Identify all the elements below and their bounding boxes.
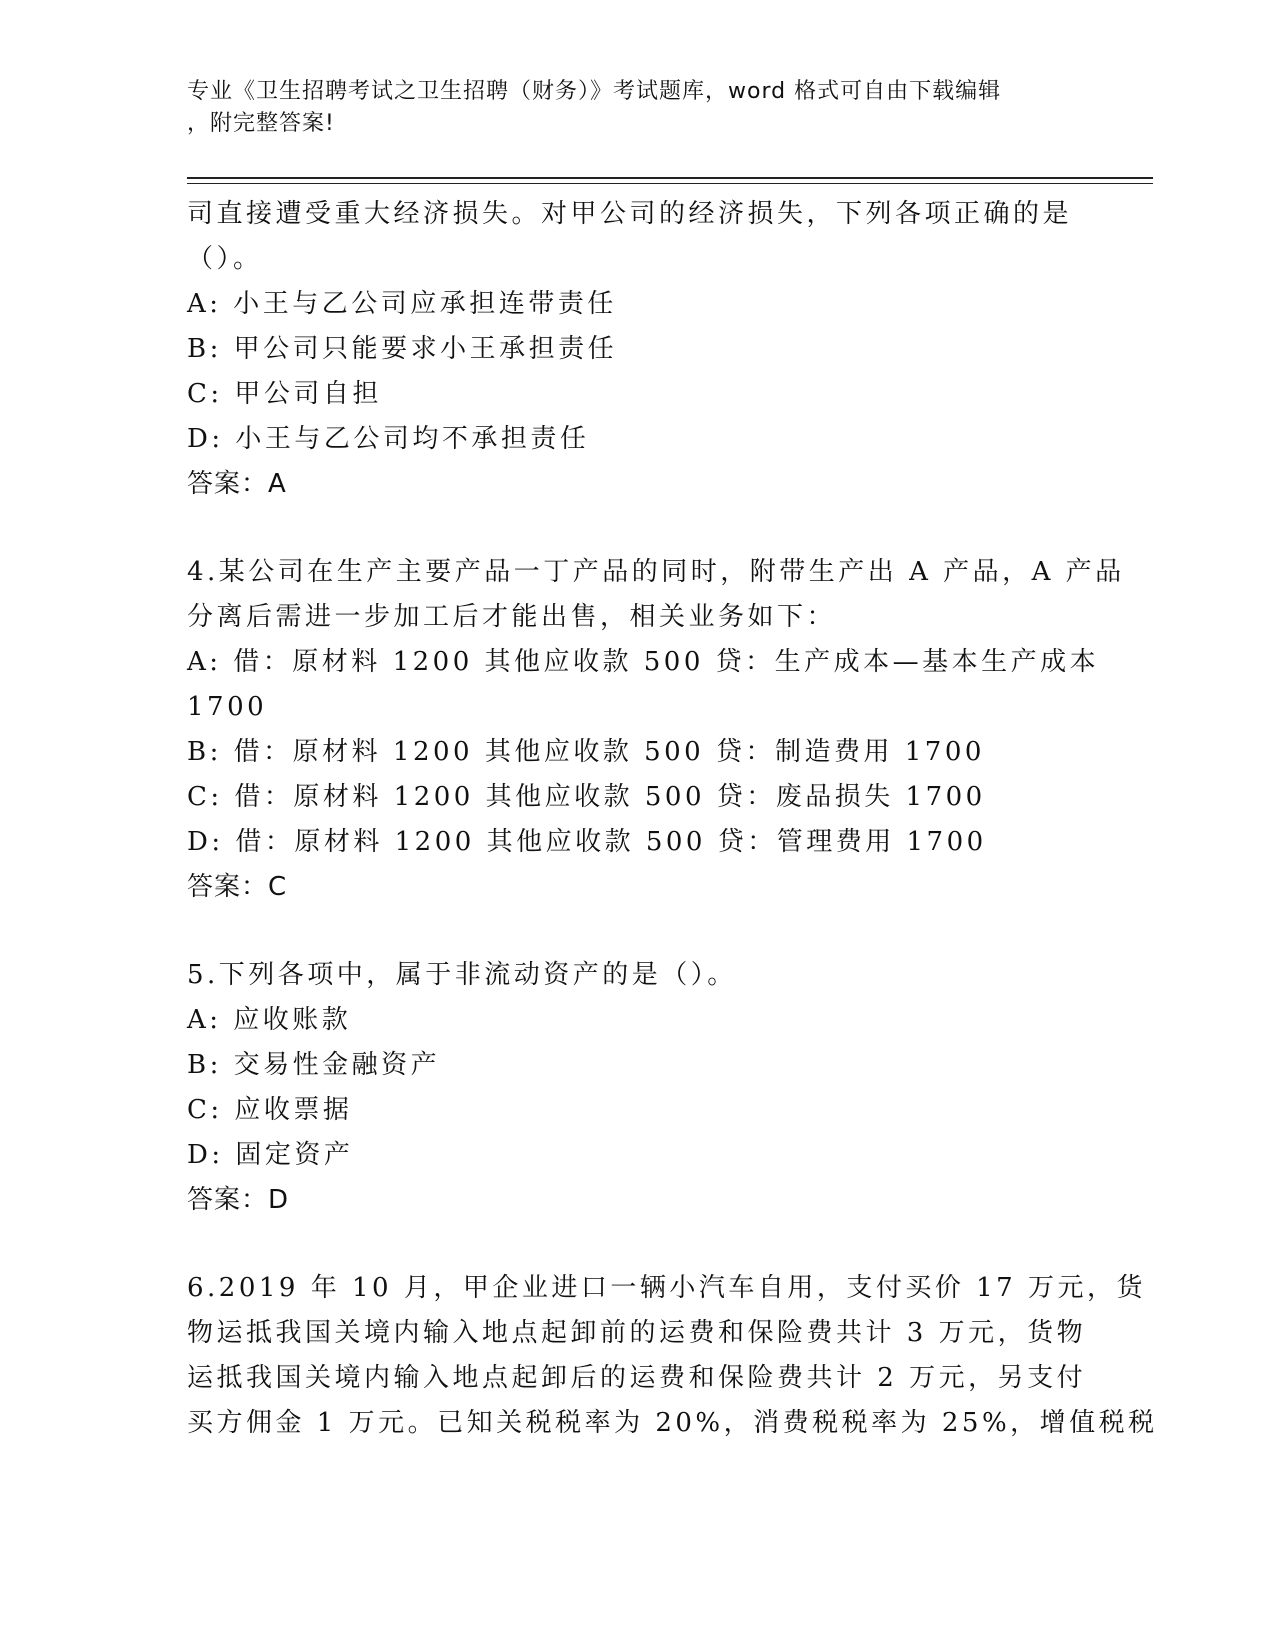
option-b: B: 交易性金融资产 <box>187 1050 441 1080</box>
option-d: D: 固定资产 <box>187 1140 354 1170</box>
header-divider-thick <box>187 177 1153 179</box>
option-d: D: 小王与乙公司均不承担责任 <box>187 424 590 454</box>
question-stem-line: 买方佣金 1 万元。已知关税税率为 20%，消费税税率为 25%，增值税税 <box>187 1408 1158 1438</box>
option-a: A: 借：原材料 1200 其他应收款 500 贷：生产成本—基本生产成本 <box>187 647 1100 677</box>
page-header <box>187 76 1067 140</box>
question-stem-line: 6.2019 年 10 月，甲企业进口一辆小汽车自用，支付买价 17 万元，货 <box>187 1273 1146 1303</box>
option-a: A: 应收账款 <box>187 1005 352 1035</box>
question-4 <box>187 550 1125 910</box>
answer-line: 答案：A <box>187 469 287 499</box>
question-6 <box>187 1266 1158 1446</box>
option-b: B: 借：原材料 1200 其他应收款 500 贷：制造费用 1700 <box>187 737 985 767</box>
option-b: B: 甲公司只能要求小王承担责任 <box>187 334 618 364</box>
question-5 <box>187 953 1087 1223</box>
option-c: C: 应收票据 <box>187 1095 353 1125</box>
option-c: C: 甲公司自担 <box>187 379 382 409</box>
option-c: C: 借：原材料 1200 其他应收款 500 贷：废品损失 1700 <box>187 782 986 812</box>
option-a-continued: 1700 <box>187 692 268 722</box>
option-d: D: 借：原材料 1200 其他应收款 500 贷：管理费用 1700 <box>187 827 987 857</box>
answer-line: 答案：C <box>187 872 288 902</box>
header-line-2: ，附完整答案! <box>187 111 335 136</box>
question-stem-line: （）。 <box>187 244 263 274</box>
question-stem-line: 运抵我国关境内输入地点起卸后的运费和保险费共计 2 万元，另支付 <box>187 1363 1087 1393</box>
question-stem-line: 4.某公司在生产主要产品一丁产品的同时，附带生产出 A 产品，A 产品 <box>187 557 1125 587</box>
header-line-1: 专业《卫生招聘考试之卫生招聘（财务）》考试题库，word 格式可自由下载编辑 <box>187 79 1002 104</box>
question-stem-line: 分离后需进一步加工后才能出售，相关业务如下： <box>187 602 837 632</box>
question-3 <box>187 192 1087 507</box>
question-stem-line: 司直接遭受重大经济损失。对甲公司的经济损失，下列各项正确的是 <box>187 199 1073 229</box>
question-stem-line: 5.下列各项中，属于非流动资产的是（）。 <box>187 960 737 990</box>
option-a: A: 小王与乙公司应承担连带责任 <box>187 289 617 319</box>
question-stem-line: 物运抵我国关境内输入地点起卸前的运费和保险费共计 3 万元，货物 <box>187 1318 1087 1348</box>
answer-line: 答案：D <box>187 1185 290 1215</box>
document-body <box>187 192 1158 1446</box>
header-divider-thin <box>187 183 1153 184</box>
